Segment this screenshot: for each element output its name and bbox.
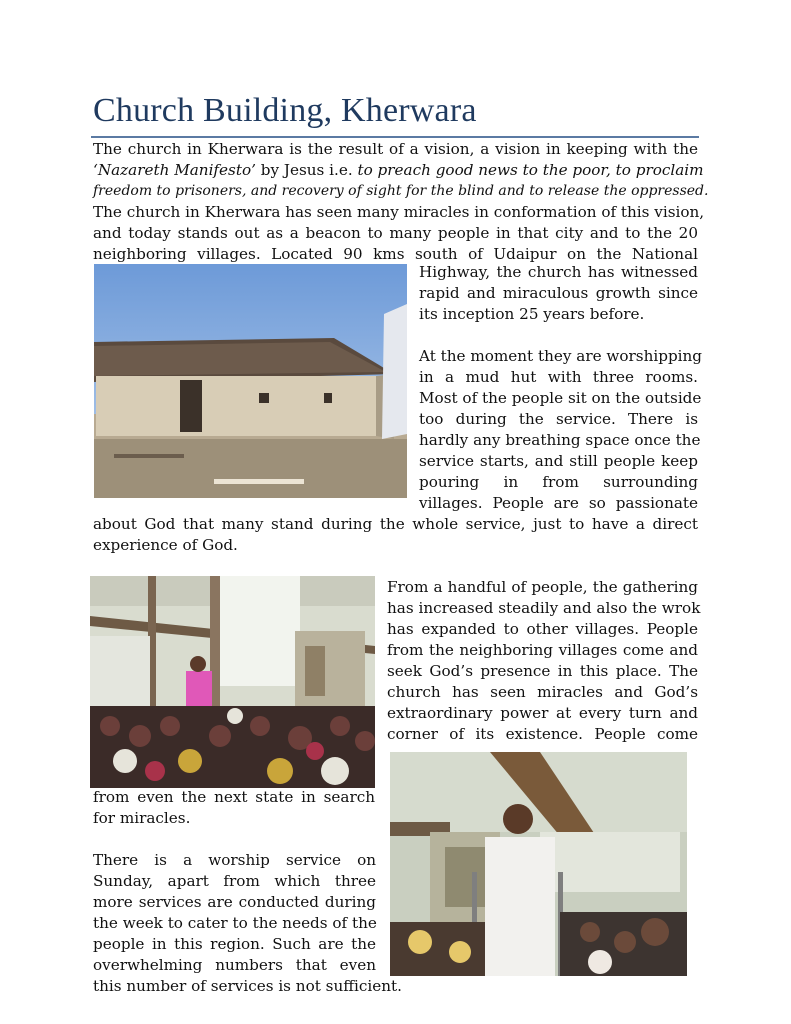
services-line: more services are conducted during xyxy=(93,893,376,911)
services-line: Sunday, apart from which three xyxy=(93,872,376,890)
growth-line: rapid and miraculous growth since xyxy=(419,284,698,302)
services-line: overwhelming numbers that even xyxy=(93,956,376,974)
intro-line-2 xyxy=(93,160,704,181)
hut-line: hardly any breathing space once the xyxy=(419,431,701,449)
gathering-line: has expanded to other villages. People xyxy=(387,620,698,638)
gathering-line: from the neighboring villages come and xyxy=(387,641,698,659)
intro-line-4: The church in Kherwara has seen many miracles in conformation of this vision, xyxy=(93,203,705,221)
paragraph-gathering-cont xyxy=(93,787,375,829)
gathering-line: from even the next state in search xyxy=(93,788,375,806)
hut-line: villages. People are so passionate xyxy=(419,494,698,512)
intro-line-5: and today stands out as a beacon to many people in that city and to the 20 xyxy=(93,224,698,242)
photo-man-crutches xyxy=(390,752,687,976)
growth-line: Highway, the church has witnessed xyxy=(419,263,698,281)
paragraph-services xyxy=(93,850,402,997)
hut-line: service starts, and still people keep xyxy=(419,452,698,470)
intro-line-1: The church in Kherwara is the result of a vision, a vision in keeping with the xyxy=(93,140,698,158)
services-line: the week to cater to the needs of the xyxy=(93,914,377,932)
intro-line-6: neighboring villages. Located 90 kms south of Udaipur on the National xyxy=(93,245,698,263)
hut-line: experience of God. xyxy=(93,536,238,554)
title-underline xyxy=(91,136,699,138)
hut-line: about God that many stand during the whole service, just to have a direct xyxy=(93,515,698,533)
manifesto-by: by Jesus i.e. xyxy=(255,161,358,179)
manifesto-quote-1: to preach good news to the poor, to proclaim xyxy=(357,161,704,179)
hut-line: At the moment they are worshipping xyxy=(419,347,703,365)
hut-line: pouring in from surrounding xyxy=(419,473,698,491)
gathering-line: seek God’s presence in this place. The xyxy=(387,662,698,680)
paragraph-worship-hut xyxy=(419,346,703,514)
manifesto-quote-2: freedom to prisoners, and recovery of sight for the blind and to release the oppressed. xyxy=(93,183,709,199)
services-line: people in this region. Such are the xyxy=(93,935,376,953)
gathering-line: for miracles. xyxy=(93,809,191,827)
photo-mud-hut xyxy=(94,264,407,498)
photo-congregation-woman xyxy=(90,576,375,788)
page-title: Church Building, Kherwara xyxy=(93,92,477,129)
paragraph-worship-hut-cont xyxy=(93,514,698,556)
services-line: There is a worship service on xyxy=(93,851,376,869)
gathering-line: From a handful of people, the gathering xyxy=(387,578,698,596)
gathering-line: extraordinary power at every turn and xyxy=(387,704,698,722)
intro-line-3 xyxy=(93,181,709,202)
gathering-line: corner of its existence. People come xyxy=(387,725,698,743)
paragraph-growth xyxy=(419,262,698,325)
hut-line: in a mud hut with three rooms. xyxy=(419,368,698,386)
services-line: this number of services is not sufficient. xyxy=(93,977,402,995)
paragraph-intro xyxy=(93,139,709,265)
paragraph-gathering xyxy=(387,577,701,745)
gathering-line: has increased steadily and also the wrok xyxy=(387,599,701,617)
growth-line: its inception 25 years before. xyxy=(419,305,645,323)
manifesto-name: ‘Nazareth Manifesto’ xyxy=(93,161,256,179)
hut-line: Most of the people sit on the outside xyxy=(419,389,702,407)
gathering-line: church has seen miracles and God’s xyxy=(387,683,698,701)
hut-line: too during the service. There is xyxy=(419,410,698,428)
